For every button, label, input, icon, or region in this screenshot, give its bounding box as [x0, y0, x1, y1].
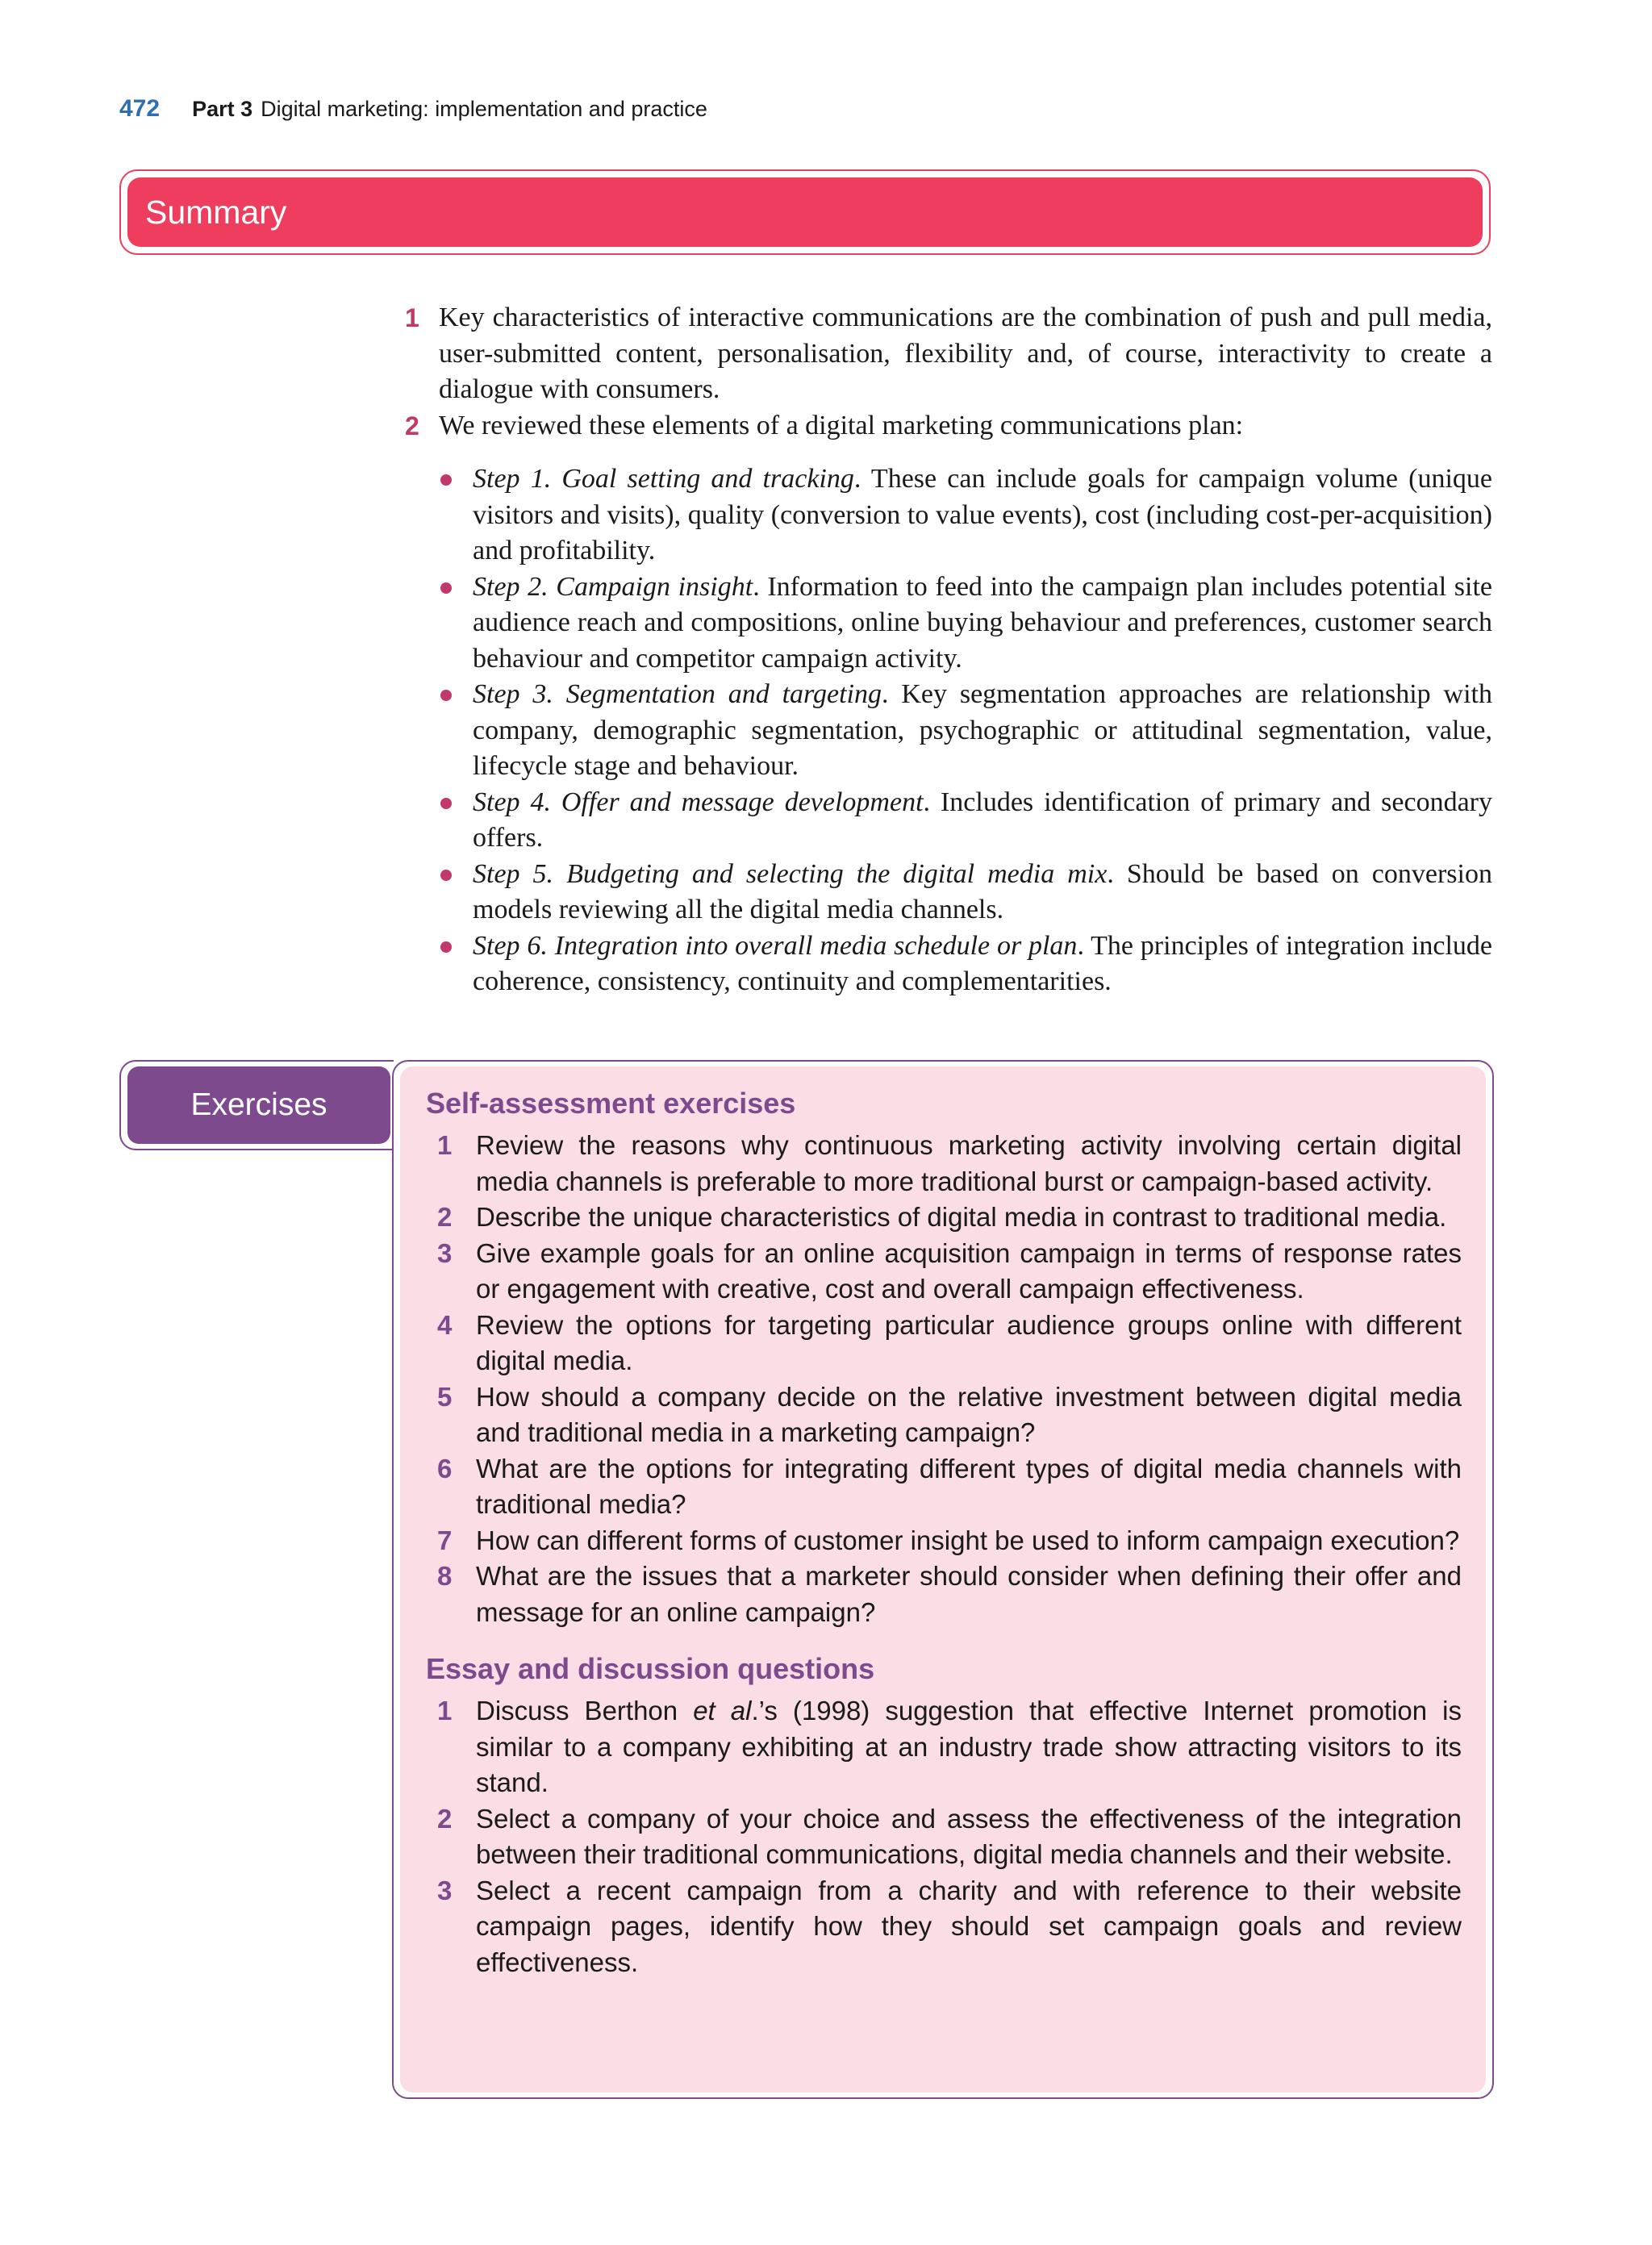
step-text: . Includes identification of primary and secondary offers. — [473, 787, 1492, 853]
essay-text-italic: et al — [693, 1696, 752, 1725]
exercise-text: What are the options for integrating different types of digital media channels with traditional media? — [476, 1453, 1462, 1519]
exercise-number: 4 — [437, 1309, 453, 1340]
essay-item — [426, 1801, 1462, 1873]
exercise-text: How can different forms of customer insight be used to inform campaign execution? — [476, 1525, 1460, 1555]
step-text: . Information to feed into the campaign plan includes potential site audience reach and compositions, online buying behaviour and preferences, customer search behaviour and competitor campaign activity. — [473, 571, 1492, 674]
step-list — [398, 461, 1492, 1000]
bullet-icon — [440, 582, 452, 594]
exercise-text: How should a company decide on the relative investment between digital media and traditional media in a marketing campaign? — [476, 1381, 1462, 1447]
exercise-text: Review the options for targeting particular audience groups online with different digital media. — [476, 1309, 1462, 1375]
exercise-text: What are the issues that a marketer should consider when defining their offer and message for an online campaign? — [476, 1561, 1462, 1627]
exercise-text: Review the reasons why continuous marketing activity involving certain digital media channels is preferable to more traditional burst or campaign-based activity. — [476, 1130, 1462, 1196]
essay-number: 1 — [437, 1696, 453, 1725]
essay-text: Select a company of your choice and assess the effectiveness of the integration between their traditional communications, digital media channels and their website. — [476, 1803, 1462, 1869]
essay-number: 2 — [437, 1803, 453, 1834]
summary-body — [398, 300, 1492, 1000]
summary-item-number: 2 — [405, 411, 419, 440]
summary-item — [398, 300, 1492, 408]
exercises-content — [426, 1086, 1462, 1980]
step-item — [439, 461, 1492, 570]
bullet-icon — [440, 941, 452, 953]
essay-text-before: Discuss Berthon — [476, 1696, 694, 1725]
essay-text: Select a recent campaign from a charity and with reference to their website campaign pages, identify how they should set campaign goals and review effectiveness. — [476, 1875, 1462, 1977]
exercise-item — [426, 1559, 1462, 1630]
step-title: Step 2. Campaign insight — [473, 571, 753, 602]
step-title: Step 1. Goal setting and tracking — [473, 464, 854, 494]
step-item — [439, 677, 1492, 785]
exercise-item — [426, 1200, 1462, 1236]
exercise-number: 8 — [437, 1561, 453, 1591]
step-title: Step 6. Integration into overall media schedule or plan — [473, 930, 1078, 961]
essay-text-after: .’s (1998) suggestion that effective Internet promotion is similar to a company exhibiting at an industry trade show attracting visitors to its stand. — [476, 1696, 1462, 1797]
summary-item-text: We reviewed these elements of a digital marketing communications plan: — [439, 410, 1244, 440]
step-title: Step 3. Segmentation and targeting — [473, 679, 882, 709]
running-header — [119, 95, 707, 127]
essay-number: 3 — [437, 1875, 453, 1905]
bullet-icon — [440, 474, 452, 486]
step-text: . Should be based on conversion models reviewing all the digital media channels. — [473, 858, 1492, 924]
step-text: . These can include goals for campaign volume (unique visitors and visits), quality (conversion to value events), cost (including cost-per-acquisition) and profitability. — [473, 464, 1492, 565]
part-title: Digital marketing: implementation and practice — [261, 97, 707, 121]
bullet-icon — [440, 798, 452, 809]
exercise-item — [426, 1451, 1462, 1523]
page-number: 472 — [119, 95, 161, 122]
exercise-number: 6 — [437, 1453, 453, 1483]
step-title: Step 4. Offer and message development — [473, 787, 924, 817]
exercise-number: 2 — [437, 1202, 453, 1232]
step-item — [439, 857, 1492, 928]
exercise-text: Describe the unique characteristics of digital media in contrast to traditional media. — [476, 1202, 1447, 1232]
self-assessment-heading: Self-assessment exercises — [426, 1087, 796, 1120]
step-title: Step 5. Budgeting and selecting the digital media mix — [473, 858, 1108, 889]
exercise-item — [426, 1236, 1462, 1308]
bullet-icon — [440, 690, 452, 701]
summary-banner — [119, 169, 1491, 255]
summary-bar — [127, 177, 1483, 247]
step-item — [439, 570, 1492, 678]
summary-item — [398, 408, 1492, 444]
essay-item — [426, 1873, 1462, 1981]
exercise-text: Give example goals for an online acquisition campaign in terms of response rates or engagement with creative, cost and overall campaign effectiveness. — [476, 1237, 1462, 1304]
summary-item-number: 1 — [405, 303, 419, 332]
part-label: Part 3 — [192, 97, 253, 121]
step-text: . Key segmentation approaches are relationship with company, demographic segmentation, psychographic or attitudinal segmentation, value, lifecycle stage and behaviour. — [473, 679, 1492, 781]
step-text: . The principles of integration include coherence, consistency, continuity and complementarities. — [473, 930, 1492, 996]
exercises-tab-label: Exercises — [190, 1087, 327, 1122]
exercise-item — [426, 1523, 1462, 1559]
exercise-number: 3 — [437, 1237, 453, 1268]
exercise-number: 1 — [437, 1130, 453, 1160]
bullet-icon — [440, 870, 452, 881]
exercises-tab — [127, 1066, 390, 1144]
exercise-item — [426, 1128, 1462, 1200]
essay-heading: Essay and discussion questions — [426, 1652, 875, 1685]
step-item — [439, 785, 1492, 857]
step-item — [439, 928, 1492, 1000]
exercise-item — [426, 1308, 1462, 1379]
exercise-number: 7 — [437, 1525, 453, 1555]
summary-title: Summary — [145, 193, 287, 231]
exercise-number: 5 — [437, 1381, 453, 1412]
essay-item — [426, 1693, 1462, 1801]
exercise-item — [426, 1379, 1462, 1451]
summary-item-text: Key characteristics of interactive communications are the combination of push and pull media, user-submitted content, personalisation, flexibility and, of course, interactivity to create a dialogue with consumers. — [439, 303, 1492, 404]
